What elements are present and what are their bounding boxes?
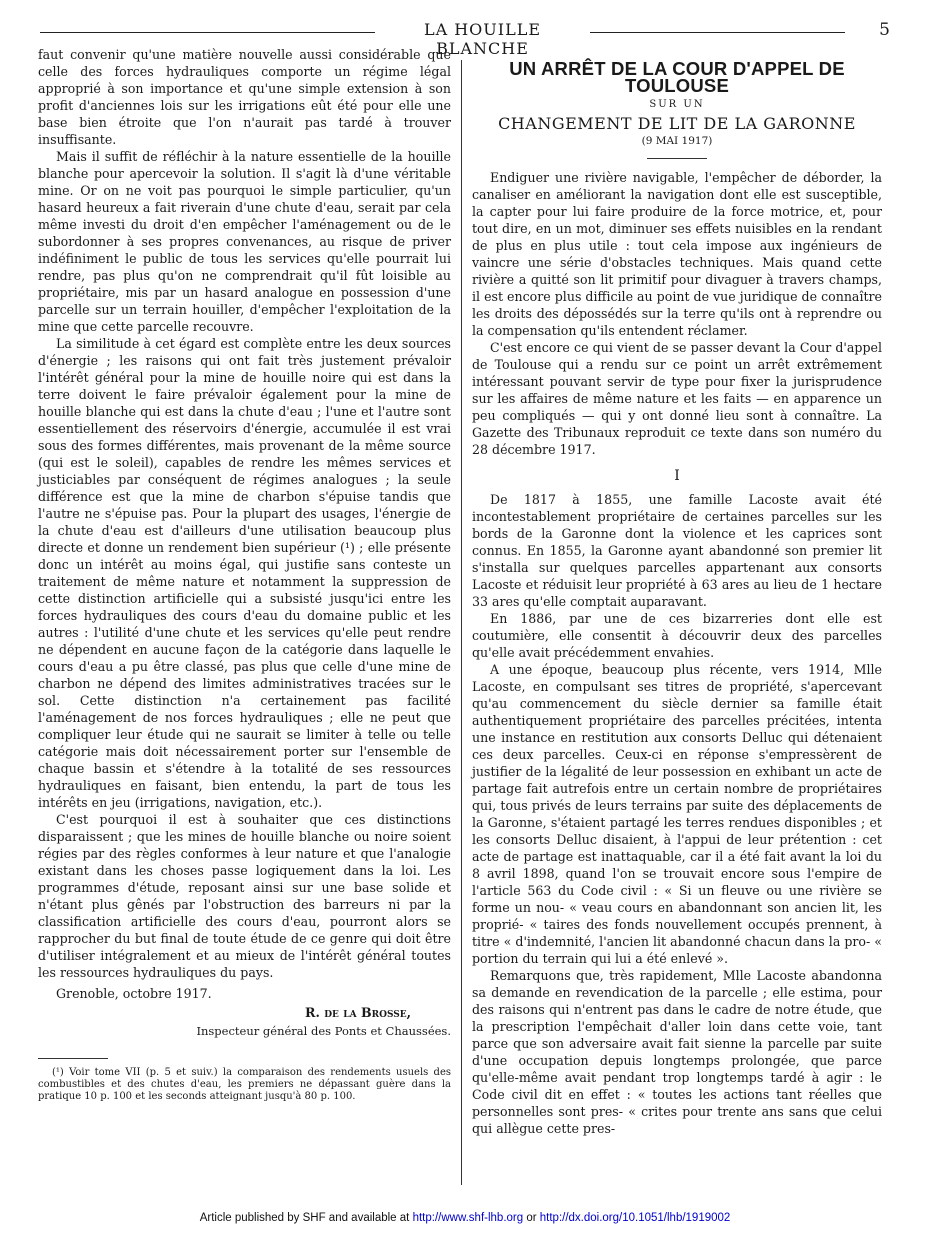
publication-footer [0, 1212, 930, 1224]
section-number: I [674, 468, 680, 484]
paragraph: C'est encore ce qui vient de se passer devant la Cour d'appel de Toulouse qui a rendu sur ce point un arrêt extrêmement intéressant pouvant servir de type pour fixer la jurisprudence sur les affaires de même nature et les faits — en apparence un peu compliqués — qui y ont donné lieu sont à connaître. La Gazette des Tribunaux reproduit ce texte dans son numéro du 28 décembre 1917. [472, 340, 882, 457]
author-signature: R. de la Brosse, [305, 1005, 411, 1020]
footer-middle: or [523, 1212, 540, 1224]
article-date: (9 MAI 1917) [641, 135, 713, 147]
paragraph: C'est pourquoi il est à souhaiter que ces distinctions disparaissent ; que les mines de houille blanche ou noire soient régies par des règles conformes à leur nature et que l'analogie existant dans les choses passe logiquement dans la loi. Les programmes d'étude, reposant ainsi sur une base solide et n'étant plus gênés par l'obstruction des barreurs ni par la classification artificielle des cours d'eau, pourront alors se rapprocher du but final de toute étude de ce genre qui doit être d'utiliser intégralement et au mieux de l'intérêt général toutes les ressources hydrauliques du pays. [38, 812, 451, 980]
article-title: UN ARRÊT DE LA COUR D'APPEL DE TOULOUSE [509, 58, 845, 96]
header-rule-left [40, 32, 375, 33]
shf-link[interactable]: http://www.shf-lhb.org [412, 1212, 524, 1224]
journal-title: LA HOUILLE BLANCHE [423, 20, 542, 58]
paragraph: La similitude à cet égard est complète entre les deux sources d'énergie ; les raisons qui ont fait très justement prévaloir l'intérêt général pour la mine de houille noire qui est dans la terre doivent le faire prévaloir également pour la mine de houille blanche qui est dans la chute d'eau ; l'une et l'autre sont essentiellement des réservoirs d'énergie, accumulée il est vrai sous des formes différentes, mais provenant de la même source (qui est le soleil), capables de rendre les mêmes services et justiciables par conséquent de régimes analogues ; la seule différence est que la mine de charbon s'épuise tandis que l'autre ne s'épuise pas. Pour la plupart des usages, l'énergie de la chute d'eau est d'ailleurs d'une utilisation beaucoup plus directe et donne un rendement bien supérieur (¹) ; elle présente donc un intérêt au moins égal, qui justifie sans conteste un traitement de même nature et notamment la suppression de cette distinction artificielle qui a subsisté jusqu'ici entre les forces hydrauliques des cours d'eau du domaine public et les autres : l'utilité d'une chute et les services qu'elle peut rendre ne dépendent en aucune façon de la catégorie dans laquelle le cours d'eau a pu être classé, pas plus que celle d'une mine de charbon ne dépend des limites administratives tracées sur le sol. Cette distinction n'a certainement pas facilité l'aménagement de nos forces hydrauliques ; elle ne peut que compliquer leur étude qui ne saurait se limiter à telle ou telle catégorie mais doit nécessairement porter sur l'ensemble de chaque bassin et s'étendre à la totalité de ses ressources hydrauliques en faisant, bien entendu, la part de tous les intérêts en jeu (irrigations, navigation, etc.). [38, 336, 451, 810]
place-date: Grenoble, octobre 1917. [56, 986, 212, 1001]
paragraph: En 1886, par une de ces bizarreries dont elle est coutumière, elle consentit à découvrir deux des parcelles qu'elle avait précédemment envahies. [472, 611, 882, 660]
footnote-separator [38, 1058, 108, 1059]
page-number: 5 [879, 20, 890, 40]
footnote: (¹) Voir tome VII (p. 5 et suiv.) la comparaison des rendements usuels des combustibles et des chutes d'eau, les premiers ne dépassant guère dans la pratique 10 p. 100 et les seconds atteignant jusqu'à 80 p. 100. [38, 1067, 451, 1102]
paragraph: faut convenir qu'une matière nouvelle aussi considérable que celle des forces hydrauliques comporte un régime légal approprié à son importance et qu'une simple extension à son profit d'anciennes lois sur les irrigations eût été pour elle une base bien étroite que l'on n'aurait pas tardé à trouver insuffisante. [38, 47, 451, 147]
footer-prefix: Article published by SHF and available at [199, 1212, 413, 1224]
author-title: Inspecteur général des Ponts et Chaussées. [196, 1024, 451, 1038]
paragraph: Mais il suffit de réfléchir à la nature essentielle de la houille blanche pour apercevoir la solution. Il s'agit là d'une véritable mine. Or on ne voit pas pourquoi le simple particulier, qu'un hasard heureux a fait riverain d'une chute d'eau, serait par cela même investi du droit d'en empêcher l'aménagement ou de le subordonner à ses propres convenances, au risque de priver indéfiniment le public de tous les services qu'elle pourrait lui rendre, pas plus qu'on ne comprendrait qu'il fût loisible au propriétaire, mis par un hasard analogue en possession d'une parcelle sur un terrain houiller, d'empêcher l'exploitation de la mine que cette parcelle recouvre. [38, 149, 451, 334]
header-rule-right [590, 32, 845, 33]
column-divider [461, 60, 462, 1185]
running-header [30, 20, 890, 58]
paragraph: Endiguer une rivière navigable, l'empêcher de déborder, la canaliser en améliorant la navigation dont elle est susceptible, la capter pour lui faire produire de la force motrice, et, pour tout dire, en un mot, diminuer ses effets nuisibles en la rendant de plus en plus utile : tout cela impose aux ingénieurs de vaincre une série d'obstacles techniques. Mais quand cette rivière a quitté son lit primitif pour divaguer à travers champs, il est encore plus difficile au point de vue juridique de connaître les droits des dépossédés sur la terre qu'ils ont à reprendre ou la compensation qu'ils entendent réclamer. [472, 170, 882, 338]
article-subtitle: SUR UN [649, 99, 705, 110]
left-column [38, 46, 451, 1103]
paragraph: Remarquons que, très rapidement, Mlle Lacoste abandonna sa demande en revendication de la parcelle ; elle estima, pour des raisons qui n'entrent pas dans le cadre de notre étude, que la prescription l'empêchait d'aller loin dans cette voie, tant parce que son adversaire avait fait sienne la parcelle par suite d'une occupation depuis longtemps prolongée, que parce qu'elle-même avait pendant trop longtemps tardé à agir : le Code civil dit en effet : « toutes les actions tant réelles que personnelles sont pres- « crites pour trente ans sans que celui qui allègue cette pres- [472, 968, 882, 1136]
doi-link[interactable]: http://dx.doi.org/10.1051/lhb/1919002 [539, 1212, 731, 1224]
article-title-secondary: CHANGEMENT DE LIT DE LA GARONNE [498, 114, 856, 133]
title-rule [647, 158, 707, 159]
paragraph: De 1817 à 1855, une famille Lacoste avait été incontestablement propriétaire de certaines parcelles sur les bords de la Garonne dont la violence et les caprices sont connus. En 1855, la Garonne ayant abandonné son premier lit s'installa sur quelques parcelles appartenant aux consorts Lacoste et réduisit leur propriété à 63 ares au lieu de 1 hectare 33 ares qu'elle comptait auparavant. [472, 492, 882, 609]
right-column [472, 58, 882, 1137]
paragraph: A une époque, beaucoup plus récente, vers 1914, Mlle Lacoste, en compulsant ses titres de propriété, s'apercevant qu'au commencement du siècle dernier sa famille était authentiquement propriétaire des parcelles précitées, intenta une instance en restitution aux consorts Delluc qui détenaient ces deux parcelles. Ceux-ci en réponse s'empressèrent de justifier de la légalité de leur possession en exhibant un acte de partage fait autrefois entre un certain nombre de propriétaires qui, tous privés de leurs terrains par suite des déplacements de la Garonne, s'étaient partagé les terres rendues disponibles ; et les consorts Delluc disaient, à l'appui de leur prétention : cet acte de partage est inattaquable, car il a été fait avant la loi du 8 avril 1898, quand l'on se trouvait encore sous l'empire de l'article 563 du Code civil : « Si un fleuve ou une rivière se forme un nou- « veau cours en abandonnant son ancien lit, les proprié- « taires des fonds nouvellement occupés prennent, à titre « d'indemnité, l'ancien lit abandonné chacun dans la pro- « portion du terrain qui lui a été enlevé ». [472, 662, 882, 966]
